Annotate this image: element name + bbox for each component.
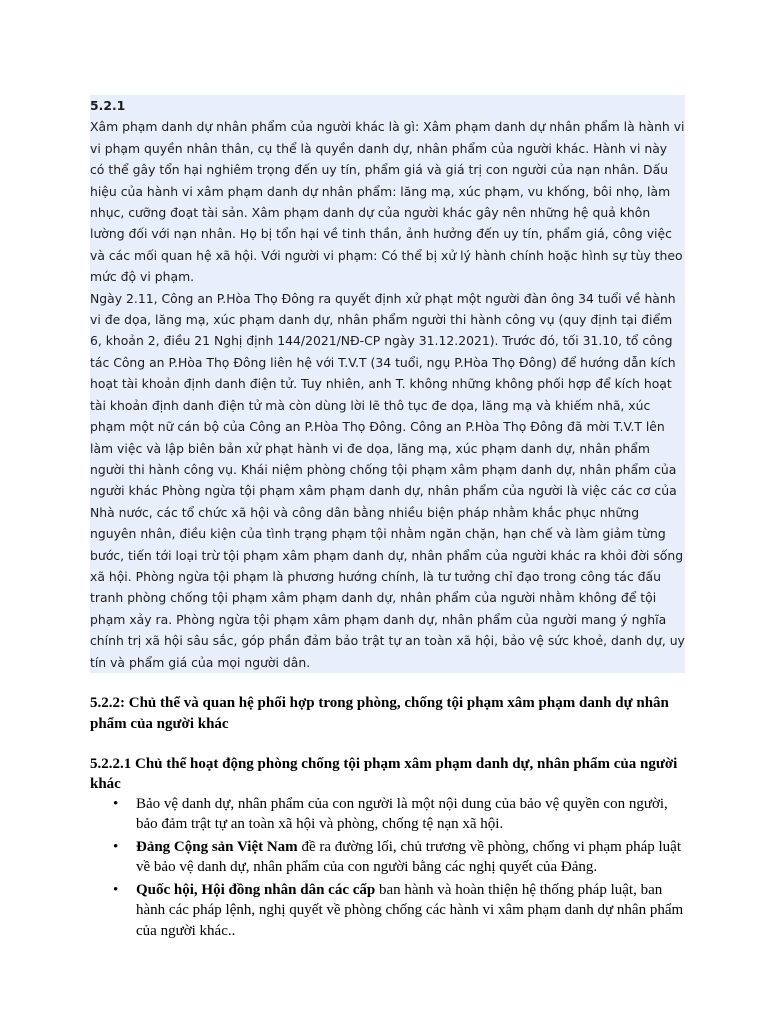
list-item-text: ban hành và hoàn thiện hệ thống pháp luật, ban hành các pháp lệnh, nghị quyết về phòng chống các hành vi xâm phạm danh dự nhân phẩm của người khác.. <box>136 881 684 939</box>
highlighted-selection[interactable] <box>90 95 685 673</box>
list-item-text: Bảo vệ danh dự, nhân phẩm của con người là một nội dung của bảo vệ quyền con người, bảo đảm trật tự an toàn xã hội và phòng, chống tệ nạn xã hội. <box>136 795 668 833</box>
section-heading-5-2-2: 5.2.2: Chủ thể và quan hệ phối hợp trong phòng, chống tội phạm xâm phạm danh dự nhân phẩm của người khác <box>90 694 669 732</box>
list-item-bold: Quốc hội, Hội đồng nhân dân các cấp <box>136 881 376 898</box>
bullet-icon: • <box>113 838 119 855</box>
paragraph-case-report: Ngày 2.11, Công an P.Hòa Thọ Đông ra quyết định xử phạt một người đàn ông 34 tuổi về hành vi đe dọa, lăng mạ, xúc phạm danh dự, nhân phẩm người thi hành công vụ (quy định tại điểm 6, khoản 2, điều 21 Nghị định 144/2021/NĐ-CP ngày 31.12.2021). Trước đó, tối 31.10, tổ công tác Công an P.Hòa Thọ Đông liên hệ với T.V.T (34 tuổi, ngụ P.Hòa Thọ Đông) để hướng dẫn kích hoạt tài khoản định danh điện tử. Tuy nhiên, anh T. không những không phối hợp để kích hoạt tài khoản định danh điện tử mà còn dùng lời lẽ thô tục đe dọa, lăng mạ và khiếm nhã, xúc phạm một nữ cán bộ của Công an P.Hòa Thọ Đông. Công an P.Hòa Thọ Đông đã mời T.V.T lên làm việc và lập biên bản xử phạt hành vi đe dọa, lăng mạ, xúc phạm danh dự, nhân phẩm người thi hành công vụ. Khái niệm phòng chống tội phạm xâm phạm danh dự, nhân phẩm của người khác Phòng ngừa tội phạm xâm phạm danh dự, nhân phẩm của người là việc các cơ của Nhà nước, các tổ chức xã hội và công dân bằng nhiều biện pháp nhằm khắc phục những nguyên nhân, điều kiện của tình trạng phạm tội nhằm ngăn chặn, hạn chế và làm giảm từng bước, tiến tới loại trừ tội phạm xâm phạm danh dự, nhân phẩm của người khác ra khỏi đời sống xã hội. Phòng ngừa tội phạm là phương hướng chính, là tư tưởng chỉ đạo trong công tác đấu tranh phòng chống tội phạm xâm phạm danh dự, nhân phẩm của người nhằm không để tội phạm xảy ra. Phòng ngừa tội phạm xâm phạm danh dự, nhân phẩm của người mang ý nghĩa chính trị xã hội sâu sắc, góp phần đảm bảo trật tự an toàn xã hội, bảo vệ sức khoẻ, danh dự, uy tín và phẩm giá của mọi người dân. <box>90 290 685 670</box>
paragraph-definition: Xâm phạm danh dự nhân phẩm của người khác là gì: Xâm phạm danh dự nhân phẩm là hành vi vi phạm quyền nhân thân, cụ thể là quyền danh dự, nhân phẩm của người khác. Hành vi này có thể gây tổn hại nghiêm trọng đến uy tín, phẩm giá và giá trị con người của nạn nhân. Dấu hiệu của hành vi xâm phạm danh dự nhân phẩm: lăng mạ, xúc phạm, vu khống, bôi nhọ, làm nhục, cưỡng đoạt tài sản. Xâm phạm danh dự của người khác gây nên những hệ quả khôn lường đối với nạn nhân. Họ bị tổn hại về tinh thần, ảnh hưởng đến uy tín, phẩm giá, công việc và các mối quan hệ xã hội. Với người vi phạm: Có thể bị xử lý hành chính hoặc hình sự tùy theo mức độ vi phạm. <box>90 119 685 285</box>
list-item <box>113 837 685 878</box>
list-item-bold: Đảng Cộng sản Việt Nam <box>136 838 298 855</box>
list-item-text: đề ra đường lối, chủ trương về phòng, chống vi phạm pháp luật về bảo vệ danh dự, nhân phẩm của con người bằng các nghị quyết của Đảng. <box>136 838 681 876</box>
list-item <box>113 794 685 835</box>
document-page <box>90 95 685 943</box>
section-heading-5-2-2-1: 5.2.2.1 Chủ thể hoạt động phòng chống tội phạm xâm phạm danh dự, nhân phẩm của người khác <box>90 755 678 792</box>
bullet-list <box>90 794 685 942</box>
section-number: 5.2.1 <box>90 98 126 113</box>
list-item <box>113 880 685 942</box>
bullet-icon: • <box>113 795 119 812</box>
bullet-icon: • <box>113 881 119 898</box>
